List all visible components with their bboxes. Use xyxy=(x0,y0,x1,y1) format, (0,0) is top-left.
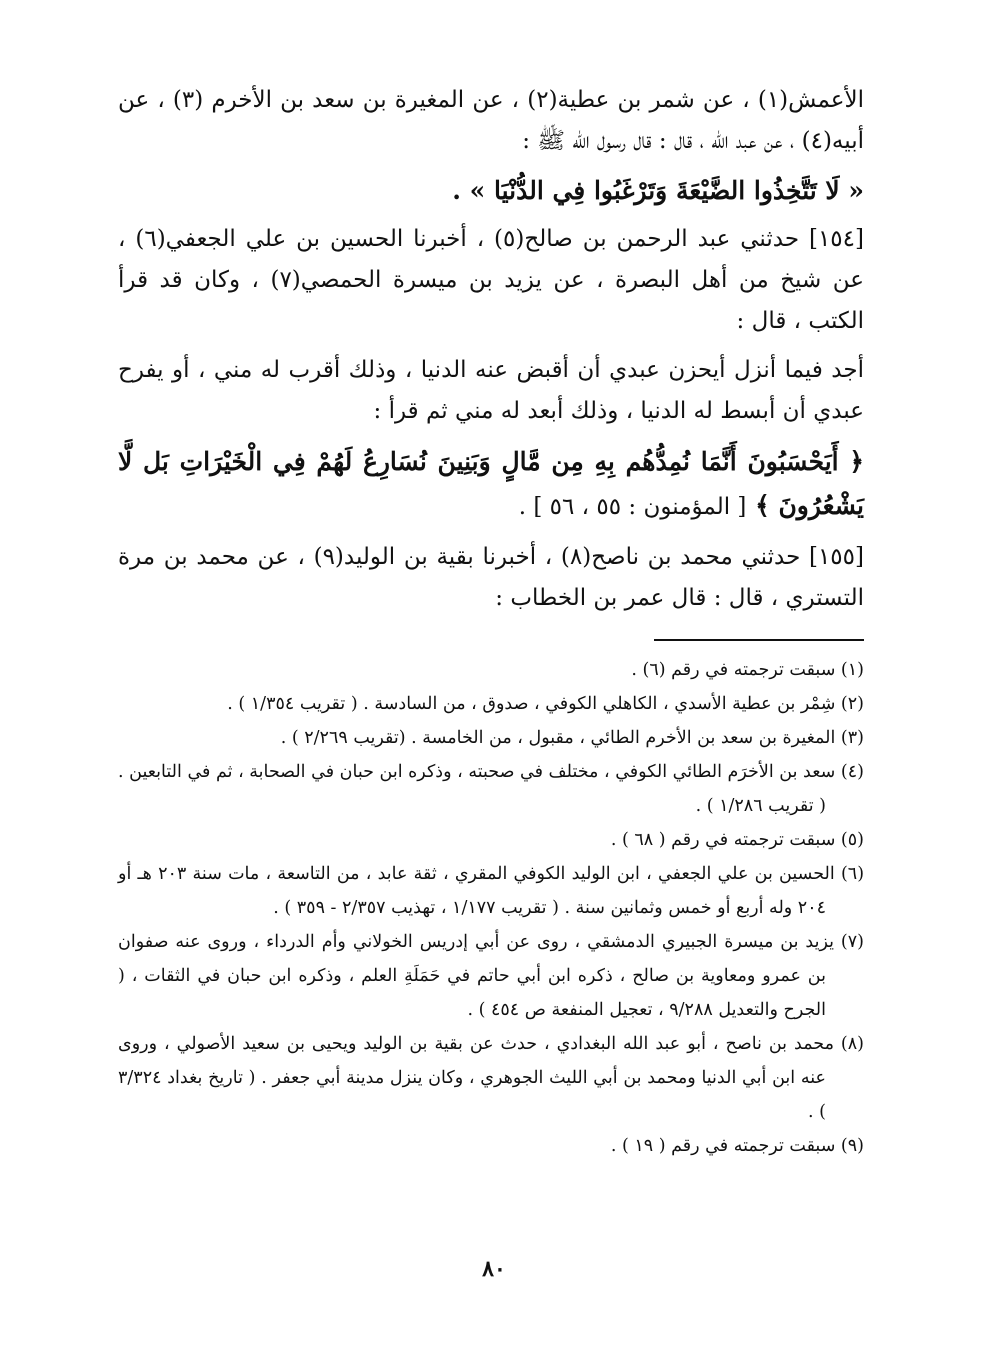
page-number: ٨٠ xyxy=(482,1256,506,1282)
text-line: الأعمش(١) ، عن شمر بن عطية(٢) ، عن المغيرة بن سعد بن الأخرم (٣) ، عن xyxy=(118,87,864,113)
quran-verse xyxy=(118,440,864,529)
footnote: (٣) المغيرة بن سعد بن الأخرم الطائي ، مقبول ، من الخامسة . (تقريب ٢/٢٦٩ ) . xyxy=(280,728,864,748)
paragraph-154: [١٥٤] حدثني عبد الرحمن بن صالح(٥) ، أخبرنا الحسين بن علي الجعفي(٦) ، عن شيخ من أهل البصرة ، عن يزيد بن ميسرة الحمصي(٧) ، وكان قد قرأ الكتب ، قال : xyxy=(118,226,864,334)
footnote: (٥) سبقت ترجمته في رقم ( ٦٨ ) . xyxy=(610,830,864,850)
hadith-text: « لَا تَتَّخِذُوا الضَّيْعَةَ وَتَرْغَبُوا فِي الدُّنْيَا » . xyxy=(452,176,864,205)
footnote: (٨) محمد بن ناصح ، أبو عبد الله البغدادي ، حدث عن بقية بن الوليد ويحيى بن سعيد الأصولي ، وروى عنه ابن أبي الدنيا ومحمد بن أبي الليث الجوهري ، وكان ينزل مدينة أبي جعفر . ( تاريخ بغداد ٣/٣٢٤ ) . xyxy=(118,1034,864,1122)
quran-reference: [ المؤمنون : ٥٥ ، ٥٦ ] . xyxy=(518,494,747,520)
footnote: (٦) الحسين بن علي الجعفي ، ابن الوليد الكوفي المقري ، ثقة عابد ، من التاسعة ، مات سنة ٢٠٣ هـ أو ٢٠٤ وله أربع أو خمس وثمانين سنة . ( تقريب ١/١٧٧ ، تهذيب ٢/٣٥٧ - ٣٥٩ ) . xyxy=(118,864,865,918)
footnote-separator xyxy=(654,639,864,641)
text-line: أبيه(٤) ، عن عبد الله ، قال : قال رسول الله ﷺ : xyxy=(522,128,864,154)
book-page xyxy=(118,80,864,1163)
footnote: (٤) سعد بن الأخرَم الطائي الكوفي ، مختلف في صحبته ، وذكره ابن حبان في الصحابة ، ثم في التابعين . ( تقريب ١/٢٨٦ ) . xyxy=(118,762,864,816)
paragraph-narration: أجد فيما أنزل أيحزن عبدي أن أقبض عنه الدنيا ، وذلك أقرب له مني ، أو يفرح عبدي أن أبسط له الدنيا ، وذلك أبعد له مني ثم قرأ : xyxy=(118,357,864,424)
footnote: (٩) سبقت ترجمته في رقم ( ١٩ ) . xyxy=(610,1136,864,1156)
footnote: (٢) شِمْر بن عطية الأسدي ، الكاهلي الكوفي ، صدوق ، من السادسة . ( تقريب ١/٣٥٤ ) . xyxy=(227,694,864,714)
footnotes xyxy=(118,653,864,1163)
footnote: (١) سبقت ترجمته في رقم (٦) . xyxy=(631,660,864,680)
paragraph-155: [١٥٥] حدثني محمد بن ناصح(٨) ، أخبرنا بقية بن الوليد(٩) ، عن محمد بن مرة التستري ، قال : قال عمر بن الخطاب : xyxy=(118,544,864,611)
main-text xyxy=(118,80,864,619)
footnote: (٧) يزيد بن ميسرة الجبيري الدمشقي ، روى عن أبي إدريس الخولاني وأم الدرداء ، وروى عنه صفوان بن عمرو ومعاوية بن صالح ، ذكره ابن أبي حاتم في حَمَلَةِ العلم ، وذكره ابن حبان في الثقات ، ( الجرح والتعديل ٩/٢٨٨ ، تعجيل المنفعة ص ٤٥٤ ) . xyxy=(118,932,864,1020)
quran-text: ﴿ أَيَحْسَبُونَ أَنَّمَا نُمِدُّهُم بِهِ مِن مَّالٍ وَبَنِينَ نُسَارِعُ لَهُمْ فِي الْخَيْرَاتِ بَل لَّا يَشْعُرُونَ ﴾ xyxy=(118,447,864,520)
paragraph-isnad-opening xyxy=(118,80,864,162)
